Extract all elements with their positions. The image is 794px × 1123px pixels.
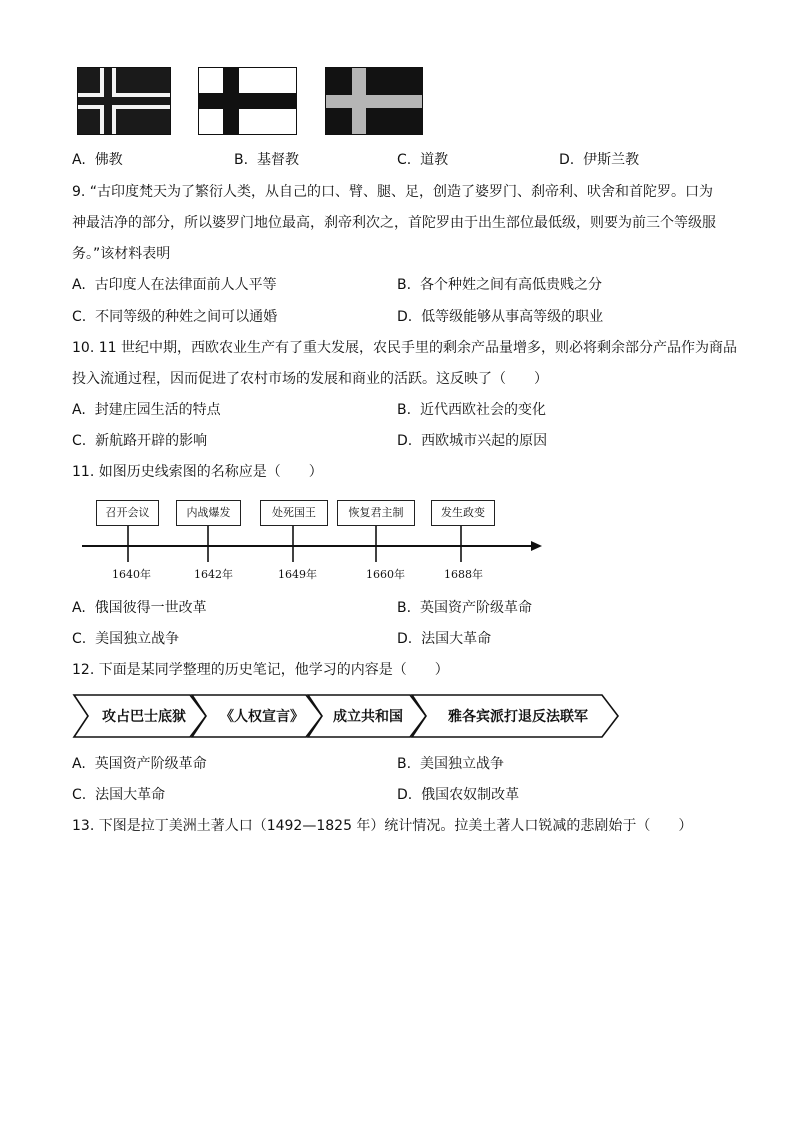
option-text: 近代西欧社会的变化 bbox=[419, 402, 546, 418]
option-letter: A. bbox=[72, 152, 86, 168]
option-letter: C. bbox=[72, 787, 87, 803]
timeline-arrowhead-icon bbox=[531, 541, 542, 551]
timeline-event-box: 恢复君主制 bbox=[337, 500, 415, 526]
timeline-year: 1660年 bbox=[366, 568, 405, 581]
timeline-event-box: 发生政变 bbox=[431, 500, 495, 526]
q8-option-c bbox=[397, 150, 448, 170]
option-text: 俄国彼得一世改革 bbox=[94, 600, 207, 616]
flow-diagram bbox=[0, 690, 794, 744]
q9-stem-line-2: 神最洁净的部分，所以婆罗门地位最高，刹帝利次之，首陀罗由于出生部位最低级，则要为前三个等级服 bbox=[72, 215, 716, 231]
q12-option-c bbox=[72, 785, 165, 805]
q12-option-b bbox=[397, 754, 504, 774]
timeline-event-box: 内战爆发 bbox=[176, 500, 241, 526]
flag-image-b bbox=[198, 67, 297, 135]
q9-option-c bbox=[72, 307, 277, 327]
nordic-cross-flag-icon bbox=[78, 68, 170, 134]
option-text: 低等级能够从事高等级的职业 bbox=[421, 309, 604, 325]
option-letter: B. bbox=[397, 277, 412, 293]
flow-step-label: 攻占巴士底狱 bbox=[102, 709, 186, 725]
option-text: 新航路开辟的影响 bbox=[95, 433, 208, 449]
q11-stem: 11. 如图历史线索图的名称应是（ ） bbox=[72, 464, 323, 480]
flag-image-a bbox=[77, 67, 171, 135]
option-letter: C. bbox=[72, 631, 87, 647]
option-letter: D. bbox=[397, 309, 413, 325]
option-text: 法国大革命 bbox=[95, 787, 166, 803]
grey-cross-flag-icon bbox=[326, 68, 422, 134]
timeline-event-box: 召开会议 bbox=[96, 500, 159, 526]
q12-option-d bbox=[397, 785, 519, 805]
option-text: 美国独立战争 bbox=[95, 631, 180, 647]
option-letter: B. bbox=[397, 600, 412, 616]
option-text: 美国独立战争 bbox=[419, 756, 504, 772]
q10-stem-line-1: 10. 11 世纪中期，西欧农业生产有了重大发展，农民手里的剩余产品量增多，则必将剩余部分产品作为商品 bbox=[72, 340, 737, 356]
option-text: 英国资产阶级革命 bbox=[94, 756, 207, 772]
black-cross-flag-icon bbox=[199, 68, 296, 134]
q10-option-a bbox=[72, 400, 221, 420]
q9-option-a bbox=[72, 275, 277, 295]
option-text: 法国大革命 bbox=[421, 631, 492, 647]
option-text: 佛教 bbox=[94, 152, 123, 168]
option-text: 基督教 bbox=[256, 152, 299, 168]
timeline-year: 1642年 bbox=[194, 568, 233, 581]
option-text: 伊斯兰教 bbox=[583, 152, 640, 168]
option-letter: A. bbox=[72, 277, 86, 293]
q8-option-d bbox=[559, 150, 639, 170]
option-text: 不同等级的种姓之间可以通婚 bbox=[95, 309, 278, 325]
q10-option-d bbox=[397, 431, 547, 451]
option-text: 各个种姓之间有高低贵贱之分 bbox=[419, 277, 602, 293]
option-letter: C. bbox=[397, 152, 412, 168]
option-letter: B. bbox=[397, 402, 412, 418]
q9-stem-line-1: 9. “古印度梵天为了繁衍人类，从自己的口、臂、腿、足，创造了婆罗门、刹帝利、吠舍和首陀罗。口为 bbox=[72, 184, 714, 200]
q11-option-c bbox=[72, 629, 179, 649]
q9-stem-line-3: 务。”该材料表明 bbox=[72, 246, 171, 262]
timeline-year: 1649年 bbox=[278, 568, 317, 581]
option-text: 英国资产阶级革命 bbox=[419, 600, 532, 616]
option-text: 俄国农奴制改革 bbox=[421, 787, 520, 803]
flow-step-label: 雅各宾派打退反法联军 bbox=[448, 709, 588, 725]
q12-option-a bbox=[72, 754, 207, 774]
timeline-year: 1688年 bbox=[444, 568, 483, 581]
q10-option-b bbox=[397, 400, 546, 420]
q10-option-c bbox=[72, 431, 207, 451]
option-letter: A. bbox=[72, 600, 86, 616]
option-text: 古印度人在法律面前人人平等 bbox=[94, 277, 277, 293]
q8-option-a bbox=[72, 150, 123, 170]
option-letter: D. bbox=[397, 631, 413, 647]
flow-step-label: 成立共和国 bbox=[333, 709, 403, 725]
option-letter: C. bbox=[72, 433, 87, 449]
option-text: 西欧城市兴起的原因 bbox=[421, 433, 548, 449]
option-letter: A. bbox=[72, 402, 86, 418]
option-letter: A. bbox=[72, 756, 86, 772]
q12-stem: 12. 下面是某同学整理的历史笔记，他学习的内容是（ ） bbox=[72, 662, 449, 678]
option-letter: D. bbox=[559, 152, 575, 168]
q9-option-b bbox=[397, 275, 602, 295]
timeline-year: 1640年 bbox=[112, 568, 151, 581]
option-letter: C. bbox=[72, 309, 87, 325]
q8-option-b bbox=[234, 150, 299, 170]
flow-step-label: 《人权宣言》 bbox=[220, 709, 304, 725]
option-letter: D. bbox=[397, 787, 413, 803]
option-letter: B. bbox=[234, 152, 249, 168]
q10-stem-line-2: 投入流通过程，因而促进了农村市场的发展和商业的活跃。这反映了（ ） bbox=[72, 371, 548, 387]
timeline-event-box: 处死国王 bbox=[260, 500, 328, 526]
flag-image-c bbox=[325, 67, 423, 135]
q9-option-d bbox=[397, 307, 603, 327]
option-text: 道教 bbox=[420, 152, 449, 168]
q11-option-b bbox=[397, 598, 532, 618]
q13-stem: 13. 下图是拉丁美洲土著人口（1492—1825 年）统计情况。拉美土著人口锐减的悲剧始于（ ） bbox=[72, 818, 693, 834]
option-letter: D. bbox=[397, 433, 413, 449]
q11-option-d bbox=[397, 629, 491, 649]
q11-option-a bbox=[72, 598, 207, 618]
option-text: 封建庄园生活的特点 bbox=[94, 402, 221, 418]
option-letter: B. bbox=[397, 756, 412, 772]
